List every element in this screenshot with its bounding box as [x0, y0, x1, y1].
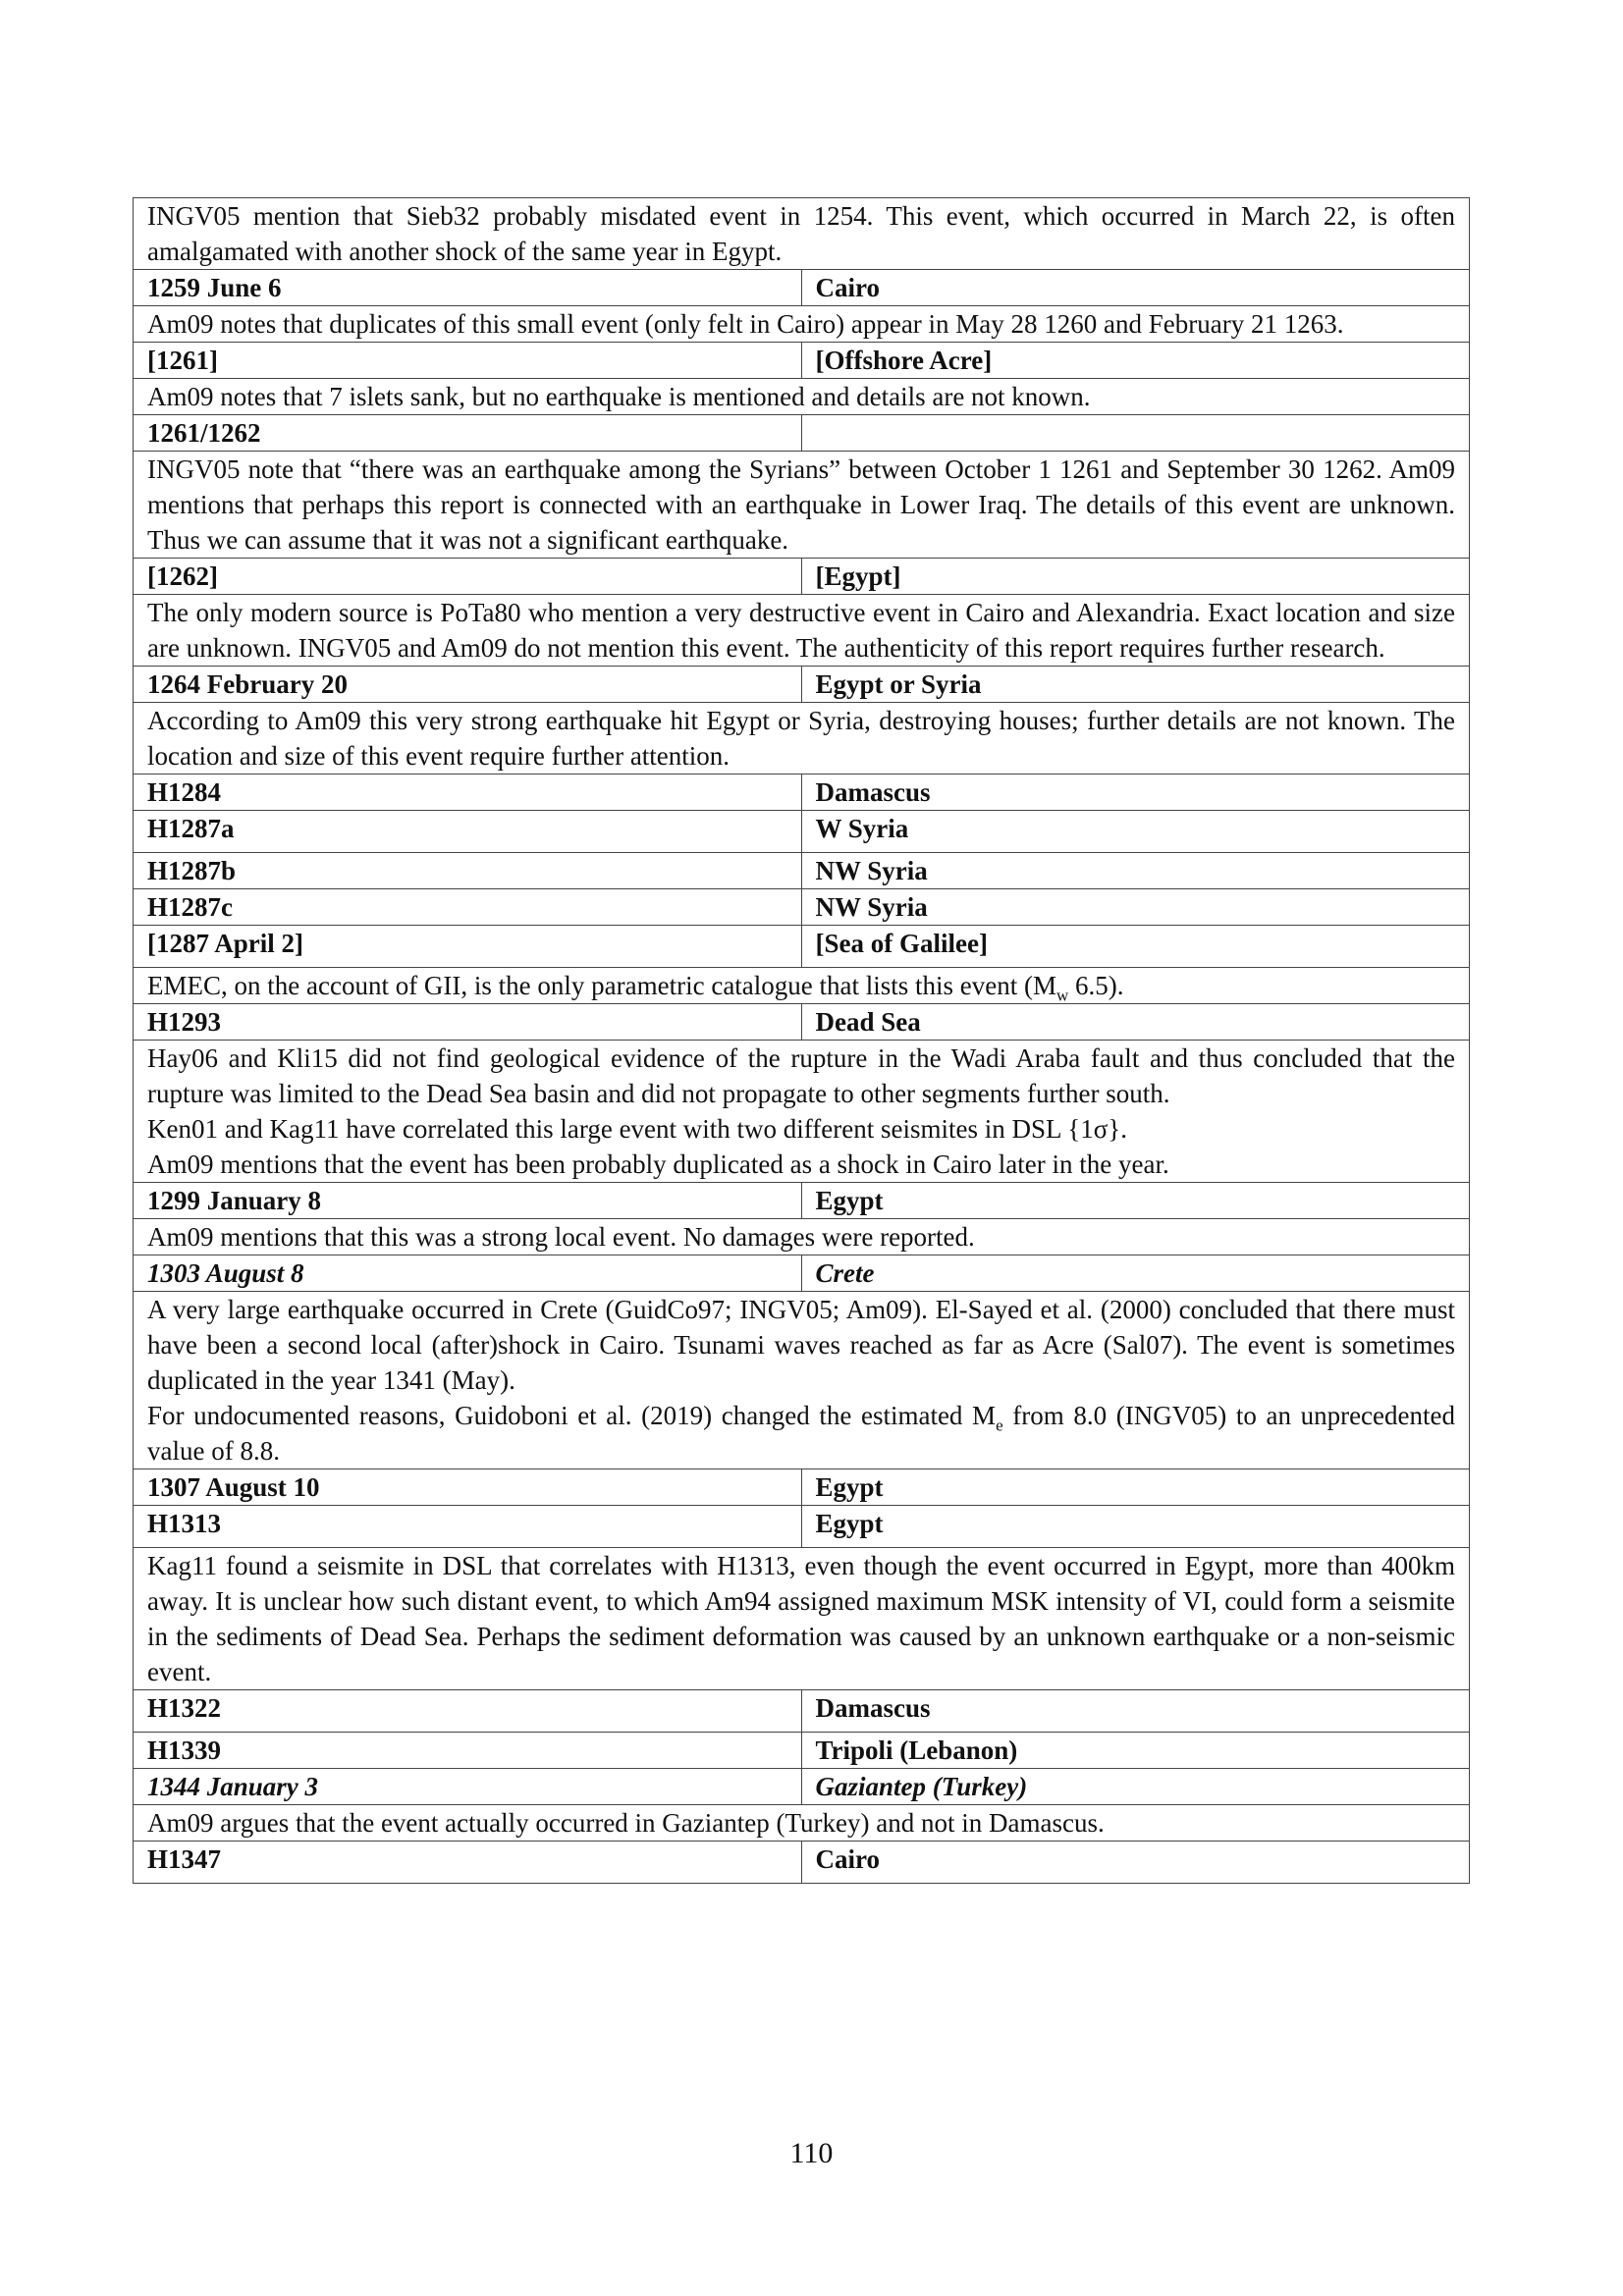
event-date-cell: H1284	[134, 774, 802, 811]
event-date-cell: 1303 August 8	[134, 1255, 802, 1292]
event-location-cell: NW Syria	[801, 853, 1470, 889]
note-paragraph: Am09 notes that duplicates of this small event (only felt in Cairo) appear in May 28 1260 and February 21 1263.	[147, 309, 1344, 339]
event-date-cell: H1347	[134, 1842, 802, 1884]
event-date-cell: H1313	[134, 1506, 802, 1548]
event-location-cell: Egypt or Syria	[801, 667, 1470, 703]
event-note-row	[134, 1548, 1470, 1690]
event-note-cell	[134, 306, 1470, 343]
event-date-cell: [1262]	[134, 559, 802, 595]
event-location-cell: Egypt	[801, 1469, 1470, 1506]
event-note-row	[134, 1805, 1470, 1842]
event-location-cell: NW Syria	[801, 889, 1470, 926]
event-note-cell	[134, 452, 1470, 559]
note-paragraph: Am09 mentions that the event has been probably duplicated as a shock in Cairo later in the year.	[147, 1149, 1169, 1179]
event-header-row	[134, 1690, 1470, 1733]
note-paragraph: INGV05 note that “there was an earthquake among the Syrians” between October 1 1261 and September 30 1262. Am09 mentions that perhaps this report is connected with an earthquake in Lower Iraq. The details of this event are unknown. Thus we can assume that it was not a significant earthquake.	[147, 454, 1455, 555]
event-note-row	[134, 306, 1470, 343]
event-date-cell: 1264 February 20	[134, 667, 802, 703]
note-paragraph: Hay06 and Kli15 did not find geological evidence of the rupture in the Wadi Araba fault and thus concluded that the rupture was limited to the Dead Sea basin and did not propagate to other segments further south.	[147, 1043, 1455, 1108]
event-note-row	[134, 968, 1470, 1004]
event-header-row	[134, 1842, 1470, 1884]
event-note-row	[134, 452, 1470, 559]
event-header-row	[134, 889, 1470, 926]
event-date-cell: 1344 January 3	[134, 1769, 802, 1805]
note-paragraph	[147, 968, 1455, 1003]
event-date-cell: 1299 January 8	[134, 1183, 802, 1219]
note-text: For undocumented reasons, Guidoboni et al. (2019) changed the estimated M	[147, 1401, 997, 1430]
note-paragraph: According to Am09 this very strong earthquake hit Egypt or Syria, destroying houses; further details are not known. The location and size of this event require further attention.	[147, 706, 1455, 771]
note-paragraph: INGV05 mention that Sieb32 probably misdated event in 1254. This event, which occurred in March 22, is often amalgamated with another shock of the same year in Egypt.	[147, 201, 1455, 266]
event-location-cell: Damascus	[801, 1690, 1470, 1733]
note-paragraph: A very large earthquake occurred in Crete (GuidCo97; INGV05; Am09). El-Sayed et al. (2000) concluded that there must have been a second local (after)shock in Cairo. Tsunami waves reached as far as Acre (Sal07). The event is sometimes duplicated in the year 1341 (May).	[147, 1295, 1455, 1395]
note-paragraph	[147, 1398, 1455, 1468]
event-header-row	[134, 774, 1470, 811]
event-location-cell: Egypt	[801, 1183, 1470, 1219]
event-location-cell: Tripoli (Lebanon)	[801, 1733, 1470, 1769]
event-location-cell: Crete	[801, 1255, 1470, 1292]
event-header-row	[134, 343, 1470, 379]
note-text: from 8.0 (INGV05) to an unprecedented value of 8.8.	[147, 1401, 1455, 1466]
event-note-cell	[134, 1219, 1470, 1255]
event-location-cell: Dead Sea	[801, 1004, 1470, 1041]
event-header-row	[134, 1769, 1470, 1805]
event-note-cell	[134, 968, 1470, 1004]
event-note-cell	[134, 1292, 1470, 1469]
event-date-cell: H1287b	[134, 853, 802, 889]
event-header-row	[134, 667, 1470, 703]
event-location-cell: [Sea of Galilee]	[801, 926, 1470, 968]
event-date-cell: [1261]	[134, 343, 802, 379]
event-date-cell: 1261/1262	[134, 415, 802, 452]
event-date-cell: H1287c	[134, 889, 802, 926]
note-paragraph: Am09 notes that 7 islets sank, but no earthquake is mentioned and details are not known.	[147, 382, 1091, 411]
event-note-cell	[134, 703, 1470, 774]
event-header-row	[134, 1733, 1470, 1769]
page-number: 110	[789, 2137, 834, 2169]
note-text: 6.5).	[1068, 971, 1124, 1000]
event-header-row	[134, 853, 1470, 889]
note-paragraph: Kag11 found a seismite in DSL that correlates with H1313, even though the event occurred in Egypt, more than 400km away. It is unclear how such distant event, to which Am94 assigned maximum MSK intensity of VI, could form a seismite in the sediments of Dead Sea. Perhaps the sediment deformation was caused by an unknown earthquake or a non-seismic event.	[147, 1551, 1455, 1686]
note-text: EMEC, on the account of GII, is the only parametric catalogue that lists this event (M	[147, 971, 1057, 1000]
event-note-cell	[134, 1548, 1470, 1690]
event-header-row	[134, 559, 1470, 595]
event-header-row	[134, 270, 1470, 306]
event-note-cell	[134, 1805, 1470, 1842]
event-note-row	[134, 1041, 1470, 1183]
event-location-cell: Cairo	[801, 1842, 1470, 1884]
note-paragraph: Am09 mentions that this was a strong local event. No damages were reported.	[147, 1222, 975, 1252]
event-location-cell: Gaziantep (Turkey)	[801, 1769, 1470, 1805]
event-date-cell: 1259 June 6	[134, 270, 802, 306]
event-note-row	[134, 1219, 1470, 1255]
event-note-row	[134, 379, 1470, 415]
event-header-row	[134, 926, 1470, 968]
event-date-cell: H1339	[134, 1733, 802, 1769]
event-location-cell: [Egypt]	[801, 559, 1470, 595]
event-header-row	[134, 1004, 1470, 1041]
event-location-cell: [Offshore Acre]	[801, 343, 1470, 379]
note-paragraph: Am09 argues that the event actually occurred in Gaziantep (Turkey) and not in Damascus.	[147, 1808, 1105, 1838]
event-header-row	[134, 1506, 1470, 1548]
event-note-row	[134, 595, 1470, 667]
event-date-cell: H1293	[134, 1004, 802, 1041]
event-date-cell: 1307 August 10	[134, 1469, 802, 1506]
event-date-cell: H1322	[134, 1690, 802, 1733]
event-header-row	[134, 415, 1470, 452]
event-header-row	[134, 1255, 1470, 1292]
event-location-cell: Damascus	[801, 774, 1470, 811]
magnitude-subscript: e	[996, 1415, 1003, 1435]
magnitude-subscript: w	[1056, 986, 1069, 1005]
event-note-cell	[134, 379, 1470, 415]
event-note-row	[134, 1292, 1470, 1469]
event-note-row	[134, 703, 1470, 774]
note-paragraph: The only modern source is PoTa80 who mention a very destructive event in Cairo and Alexandria. Exact location and size are unknown. INGV05 and Am09 do not mention this event. The authenticity of this report requires further research.	[147, 598, 1455, 663]
event-location-cell: Egypt	[801, 1506, 1470, 1548]
event-date-cell: H1287a	[134, 811, 802, 853]
event-location-cell: Cairo	[801, 270, 1470, 306]
event-note-cell	[134, 1041, 1470, 1183]
event-note-cell	[134, 595, 1470, 667]
event-location-cell: W Syria	[801, 811, 1470, 853]
event-header-row	[134, 1183, 1470, 1219]
event-note-row	[134, 198, 1470, 270]
event-location-cell	[801, 415, 1470, 452]
note-paragraph: Ken01 and Kag11 have correlated this large event with two different seismites in DSL {1σ}.	[147, 1114, 1127, 1144]
event-note-cell	[134, 198, 1470, 270]
event-date-cell: [1287 April 2]	[134, 926, 802, 968]
earthquake-catalogue-table	[133, 197, 1470, 1884]
event-header-row	[134, 1469, 1470, 1506]
event-header-row	[134, 811, 1470, 853]
